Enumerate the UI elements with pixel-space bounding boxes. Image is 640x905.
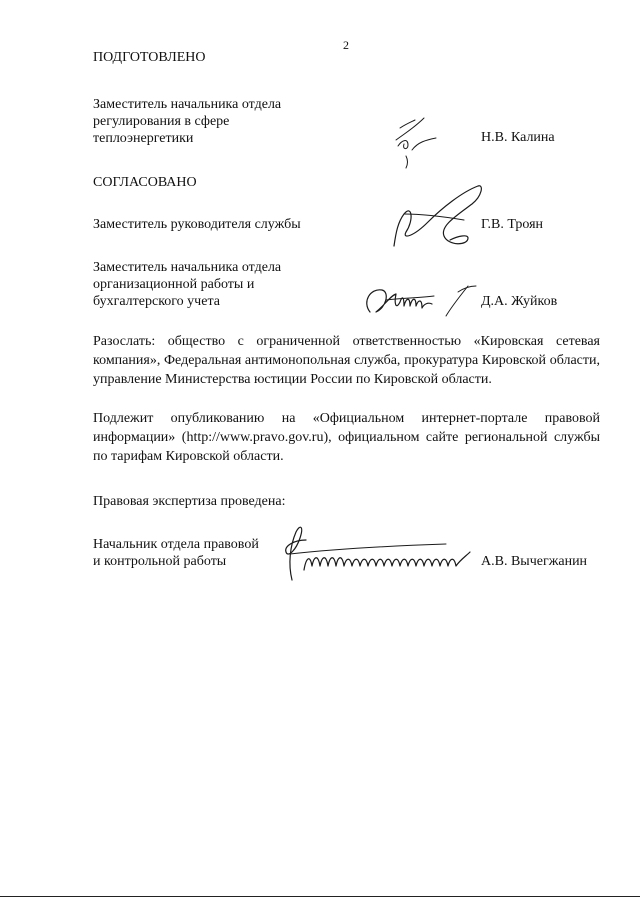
agreed-signer-2-position-line-3: бухгалтерского учета: [93, 294, 220, 309]
legal-review-position-line-2: и контрольной работы: [93, 554, 227, 569]
distribution-paragraph: Разослать: общество с ограниченной ответственностью «Кировская сетевая компания», Федеральная антимонопольная служба, прокуратура Кировской области, управление Министерства юстиции России по Кировской области.: [93, 334, 600, 387]
legal-review-position-line-1: Начальник отдела правовой: [93, 537, 259, 552]
agreed-signer-2-position-line-1: Заместитель начальника отдела: [93, 260, 282, 275]
signature-zhuykov: [356, 276, 484, 322]
legal-review-signer-name: А.В. Вычегжанин: [481, 554, 588, 569]
signature-vychegzhanin: [266, 518, 476, 582]
prepared-signer-name: Н.В. Калина: [481, 130, 555, 145]
page-number: 2: [343, 38, 349, 52]
signature-kalina: [378, 110, 458, 170]
prepared-position-line-3: теплоэнергетики: [93, 131, 194, 146]
agreed-signer-2-name: Д.А. Жуйков: [481, 294, 558, 309]
legal-review-heading: Правовая экспертиза проведена:: [93, 494, 286, 509]
prepared-position-line-1: Заместитель начальника отдела: [93, 97, 282, 112]
agreed-heading: СОГЛАСОВАНО: [93, 175, 197, 190]
page-bottom-edge: [0, 896, 640, 897]
agreed-signer-2-position-line-2: организационной работы и: [93, 277, 255, 292]
agreed-signer-1-name: Г.В. Троян: [481, 217, 544, 232]
prepared-position-line-2: регулирования в сфере: [93, 114, 230, 129]
signature-troyan: [384, 176, 484, 258]
prepared-heading: ПОДГОТОВЛЕНО: [93, 50, 206, 65]
agreed-signer-1-position: Заместитель руководителя службы: [93, 217, 301, 232]
publication-paragraph: Подлежит опубликованию на «Официальном интернет-портале правовой информации» (http://www.pravo.gov.ru), официальном сайте региональной службы по тарифам Кировской области.: [93, 411, 600, 464]
